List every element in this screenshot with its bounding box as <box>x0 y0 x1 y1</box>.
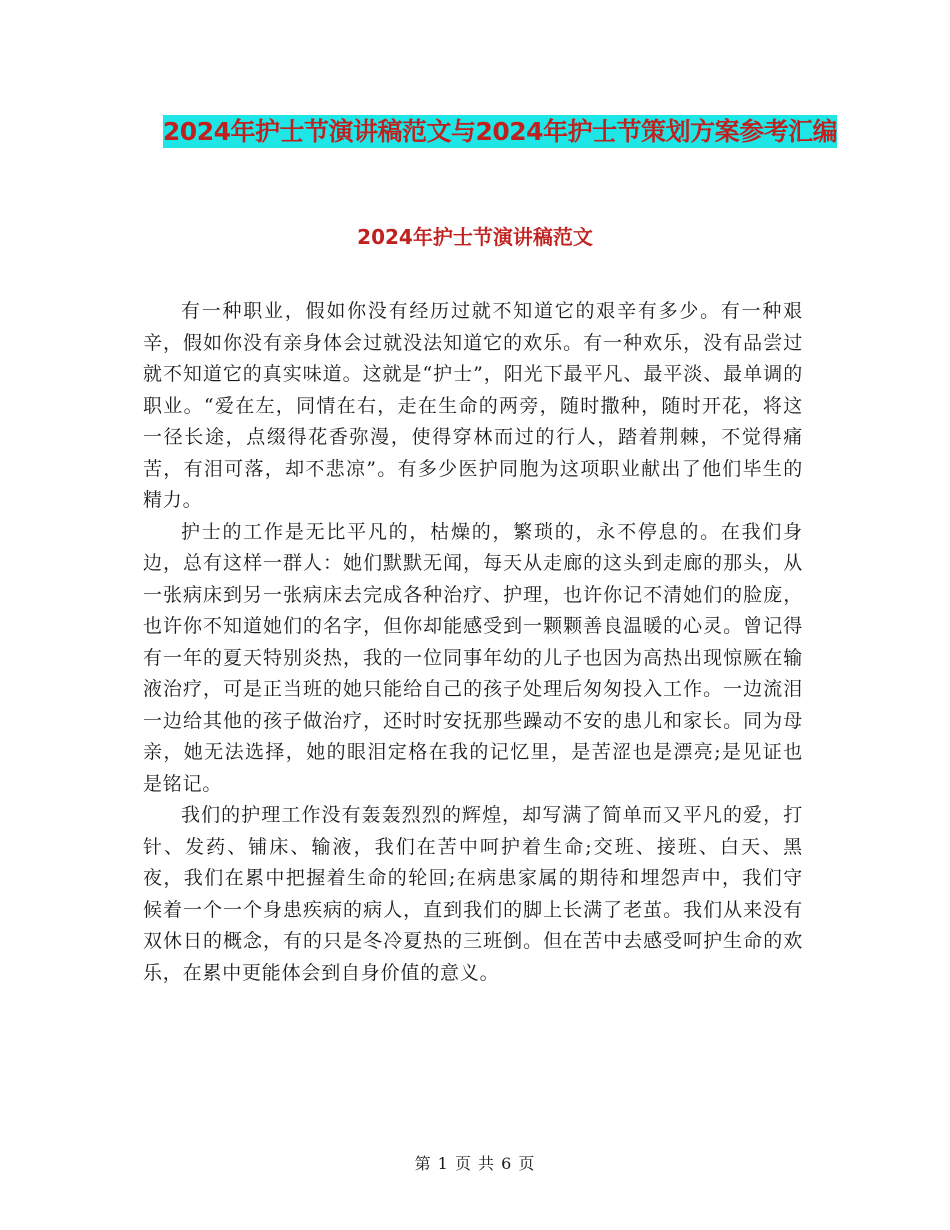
section-title: 2024年护士节演讲稿范文 <box>357 225 593 249</box>
body-text <box>143 296 803 989</box>
paragraph-3: 我们的护理工作没有轰轰烈烈的辉煌，却写满了简单而又平凡的爱，打针、发药、铺床、输液，我们在苦中呵护着生命;交班、接班、白天、黑夜，我们在累中把握着生命的轮回;在病患家属的期待和埋怨声中，我们守候着一个一个身患疾病的病人，直到我们的脚上长满了老茧。我们从来没有双休日的概念，有的只是冬冷夏热的三班倒。但在苦中去感受呵护生命的欢乐，在累中更能体会到自身价值的意义。 <box>143 804 803 984</box>
page-footer: 第 1 页 共 6 页 <box>414 1154 536 1173</box>
paragraph-1: 有一种职业，假如你没有经历过就不知道它的艰辛有多少。有一种艰辛，假如你没有亲身体会过就没法知道它的欢乐。有一种欢乐，没有品尝过就不知道它的真实味道。这就是“护士”，阳光下最平凡、最平淡、最单调的职业。“爱在左，同情在右，走在生命的两旁，随时撒种，随时开花，将这一径长途，点缀得花香弥漫，使得穿林而过的行人，踏着荆棘，不觉得痛苦，有泪可落，却不悲凉”。有多少医护同胞为这项职业献出了他们毕生的精力。 <box>143 300 803 511</box>
document-title-text: 2024年护士节演讲稿范文与2024年护士节策划方案参考汇编 <box>162 117 838 146</box>
document-title <box>140 112 860 152</box>
paragraph-2: 护士的工作是无比平凡的，枯燥的，繁琐的，永不停息的。在我们身边，总有这样一群人：她们默默无闻，每天从走廊的这头到走廊的那头，从一张病床到另一张病床去完成各种治疗、护理，也许你记不清她们的脸庞，也许你不知道她们的名字，但你却能感受到一颗颗善良温暖的心灵。曾记得有一年的夏天特别炎热，我的一位同事年幼的儿子也因为高热出现惊厥在输液治疗，可是正当班的她只能给自己的孩子处理后匆匆投入工作。一边流泪一边给其他的孩子做治疗，还时时安抚那些躁动不安的患儿和家长。同为母亲，她无法选择，她的眼泪定格在我的记忆里，是苦涩也是漂亮;是见证也是铭记。 <box>143 520 803 795</box>
